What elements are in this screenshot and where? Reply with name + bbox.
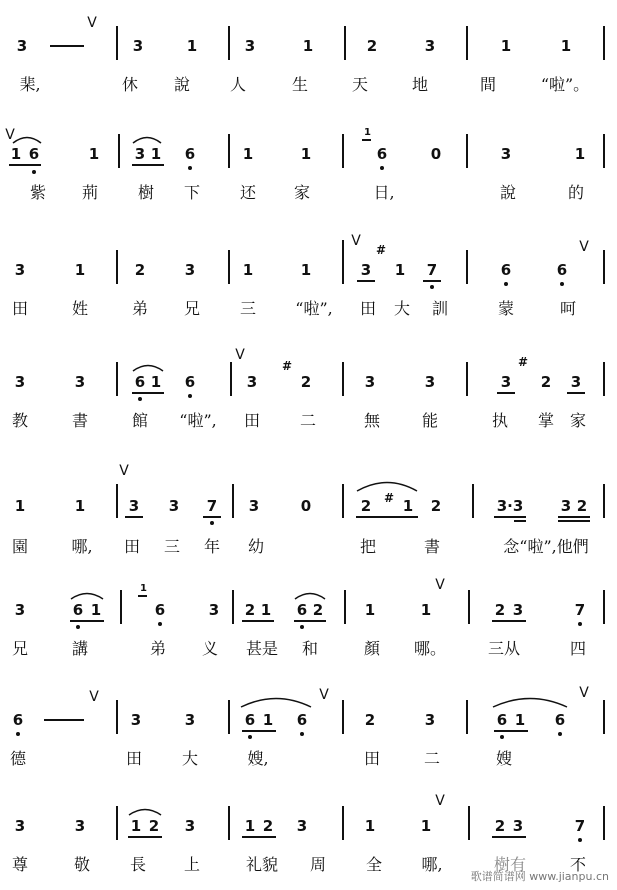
note: 1	[260, 601, 272, 619]
note: 3	[184, 817, 196, 835]
lyric: 四	[569, 639, 587, 658]
lyric: 教	[11, 411, 29, 430]
note: 3	[296, 817, 308, 835]
barline	[116, 250, 118, 284]
low-octave-dot	[16, 732, 20, 736]
barline	[344, 590, 346, 624]
note: 6	[296, 601, 308, 619]
note: 3	[184, 711, 196, 729]
note: 1	[244, 817, 256, 835]
note: 2	[148, 817, 160, 835]
barline	[603, 250, 605, 284]
note: 3·3	[496, 497, 524, 515]
lyric: 把	[359, 537, 377, 556]
underline-beam	[203, 516, 221, 518]
underline-beam	[492, 620, 526, 622]
breath-mark: V	[319, 687, 329, 703]
lyric: “啦”。	[540, 75, 590, 94]
score-system-4	[0, 340, 617, 436]
breath-mark: V	[235, 347, 245, 363]
note: 2	[494, 817, 506, 835]
lyric: 田	[363, 749, 381, 768]
note: 6	[556, 261, 568, 279]
note: 3	[424, 37, 436, 55]
lyric: 弟	[131, 299, 149, 318]
lyric: 兄	[11, 639, 29, 658]
barline	[228, 134, 230, 168]
slur	[128, 806, 162, 816]
barline	[466, 362, 468, 396]
note: 1	[74, 497, 86, 515]
dash-extension	[44, 719, 84, 721]
lyric: 三	[163, 537, 181, 556]
lyric: “啦”,	[179, 411, 217, 430]
barline	[116, 806, 118, 840]
barline	[342, 806, 344, 840]
lyric: 执	[491, 411, 509, 430]
lyric: 說	[499, 183, 517, 202]
score-system-6	[0, 568, 617, 664]
note: 0	[430, 145, 442, 163]
lyric: 人	[229, 75, 247, 94]
note: 2	[134, 261, 146, 279]
low-octave-dot	[560, 282, 564, 286]
note: 3	[184, 261, 196, 279]
underline-beam	[494, 516, 526, 518]
lyric: 天	[351, 75, 369, 94]
note: 2	[576, 497, 588, 515]
low-octave-dot	[504, 282, 508, 286]
lyric: “啦”,	[295, 299, 333, 318]
underline-beam	[128, 836, 162, 838]
score-system-3	[0, 230, 617, 326]
note: 1	[150, 373, 162, 391]
note: 2	[312, 601, 324, 619]
note: 1	[242, 145, 254, 163]
lyric: 弟	[149, 639, 167, 658]
underline-beam	[567, 392, 585, 394]
underline-beam	[423, 280, 441, 282]
barline	[228, 26, 230, 60]
note: 7	[426, 261, 438, 279]
lyric: 大	[181, 749, 199, 768]
note: 7	[574, 601, 586, 619]
lyric: 幼	[247, 537, 265, 556]
lyric: 周	[309, 855, 327, 874]
note: 1	[262, 711, 274, 729]
lyric: 講	[71, 639, 89, 658]
slur	[70, 590, 104, 600]
note: 6	[12, 711, 24, 729]
barline	[230, 362, 232, 396]
underline-beam	[242, 620, 274, 622]
note: 1	[186, 37, 198, 55]
lyric: 礼貌	[245, 855, 279, 874]
low-octave-dot	[578, 622, 582, 626]
breath-mark: V	[119, 463, 129, 479]
lyric: 还	[239, 183, 257, 202]
sharp-sign: #	[376, 243, 387, 257]
barline	[118, 134, 120, 168]
lyric: 地	[411, 75, 429, 94]
lyric: 二	[423, 749, 441, 768]
note: 6	[496, 711, 508, 729]
note: 1	[90, 601, 102, 619]
note: 2	[540, 373, 552, 391]
note: 3	[360, 261, 372, 279]
note: 3	[128, 497, 140, 515]
lyric: 書	[423, 537, 441, 556]
note: 6	[244, 711, 256, 729]
barline	[603, 362, 605, 396]
low-octave-dot	[380, 166, 384, 170]
lyric: 日,	[373, 183, 395, 202]
breath-mark: V	[5, 127, 15, 143]
dash-extension	[50, 45, 84, 47]
slur	[240, 694, 312, 708]
lyric: 哪,	[71, 537, 93, 556]
sharp-sign: #	[384, 491, 395, 505]
lyric: 年	[203, 537, 221, 556]
low-octave-dot	[578, 838, 582, 842]
lyric: 棐,	[19, 75, 41, 94]
note: 2	[262, 817, 274, 835]
barline	[232, 484, 234, 518]
note: 3	[14, 373, 26, 391]
slur	[132, 362, 164, 372]
lyric: 嫂	[495, 749, 513, 768]
low-octave-dot	[188, 394, 192, 398]
breath-mark: V	[435, 793, 445, 809]
lyric: 田	[11, 299, 29, 318]
lyric: 樹有	[493, 855, 527, 874]
note: 3	[14, 817, 26, 835]
site-watermark: 歌谱简谱网 www.jianpu.cn	[470, 870, 609, 883]
lyric: 樹	[137, 183, 155, 202]
lyric: 顏	[363, 639, 381, 658]
note: 1	[302, 37, 314, 55]
lyric: 的	[567, 183, 585, 202]
barline	[228, 806, 230, 840]
breath-mark: V	[579, 685, 589, 701]
note: 1	[300, 145, 312, 163]
grace-note: 1	[140, 583, 147, 594]
underline-beam	[558, 516, 590, 518]
lyric: 休	[121, 75, 139, 94]
underline-beam	[514, 520, 526, 522]
underline-beam	[494, 730, 528, 732]
breath-mark: V	[351, 233, 361, 249]
barline	[228, 250, 230, 284]
lyric: 甚是	[245, 639, 279, 658]
lyric: 尊	[11, 855, 29, 874]
lyric: 义	[201, 639, 219, 658]
grace-beam	[138, 595, 147, 597]
note: 3	[134, 145, 146, 163]
barline	[466, 700, 468, 734]
note: 7	[206, 497, 218, 515]
score-system-5	[0, 454, 617, 556]
lyric: 大	[393, 299, 411, 318]
note: 1	[14, 497, 26, 515]
note: 6	[500, 261, 512, 279]
lyric: 兄	[183, 299, 201, 318]
barline	[472, 484, 474, 518]
lyric: 紫	[29, 183, 47, 202]
barline	[342, 134, 344, 168]
grace-beam	[362, 139, 371, 141]
lyric: 念“啦”,他們	[503, 537, 589, 556]
underline-beam	[356, 516, 418, 518]
barline	[342, 362, 344, 396]
low-octave-dot	[300, 732, 304, 736]
low-octave-dot	[300, 625, 304, 629]
note: 2	[366, 37, 378, 55]
barline	[603, 484, 605, 518]
note: 0	[300, 497, 312, 515]
note: 1	[130, 817, 142, 835]
breath-mark: V	[435, 577, 445, 593]
lyric: 田	[125, 749, 143, 768]
barline	[603, 700, 605, 734]
note: 1	[150, 145, 162, 163]
underline-beam	[242, 836, 276, 838]
note: 2	[360, 497, 372, 515]
underline-beam	[132, 164, 164, 166]
underline-beam	[125, 516, 143, 518]
low-octave-dot	[138, 397, 142, 401]
barline	[116, 484, 118, 518]
barline	[344, 26, 346, 60]
note: 1	[560, 37, 572, 55]
note: 2	[364, 711, 376, 729]
sharp-sign: #	[518, 355, 529, 369]
breath-mark: V	[89, 689, 99, 705]
underline-beam	[294, 620, 326, 622]
underline-beam	[9, 164, 41, 166]
low-octave-dot	[558, 732, 562, 736]
note: 3	[244, 37, 256, 55]
slur	[356, 478, 418, 492]
lyric: 園	[11, 537, 29, 556]
note: 6	[554, 711, 566, 729]
lyric: 嫂,	[247, 749, 269, 768]
note: 3	[500, 373, 512, 391]
lyric: 姓	[71, 299, 89, 318]
barline	[116, 362, 118, 396]
underline-beam	[497, 392, 515, 394]
lyric: 下	[183, 183, 201, 202]
note: 3	[208, 601, 220, 619]
note: 3	[512, 601, 524, 619]
lyric: 掌	[537, 411, 555, 430]
underline-beam	[492, 836, 526, 838]
note: 2	[430, 497, 442, 515]
lyric: 三	[239, 299, 257, 318]
note: 3	[14, 601, 26, 619]
barline	[232, 590, 234, 624]
note: 1	[402, 497, 414, 515]
barline	[120, 590, 122, 624]
lyric: 訓	[431, 299, 449, 318]
note: 3	[130, 711, 142, 729]
lyric: 家	[569, 411, 587, 430]
barline	[228, 700, 230, 734]
lyric: 二	[299, 411, 317, 430]
grace-note: 1	[364, 127, 371, 138]
barline	[116, 700, 118, 734]
score-system-1	[0, 12, 617, 108]
note: 3	[364, 373, 376, 391]
barline	[466, 250, 468, 284]
slur	[132, 134, 162, 144]
note: 3	[132, 37, 144, 55]
underline-beam	[558, 520, 590, 522]
lyric: 能	[421, 411, 439, 430]
note: 2	[494, 601, 506, 619]
barline	[603, 590, 605, 624]
sharp-sign: #	[282, 359, 293, 373]
barline	[342, 240, 344, 284]
lyric: 田	[359, 299, 377, 318]
barline	[468, 806, 470, 840]
barline	[603, 806, 605, 840]
underline-beam	[357, 280, 375, 282]
note: 3	[512, 817, 524, 835]
note: 3	[248, 497, 260, 515]
low-octave-dot	[248, 735, 252, 739]
lyric: 家	[293, 183, 311, 202]
note: 3	[570, 373, 582, 391]
note: 6	[28, 145, 40, 163]
note: 2	[300, 373, 312, 391]
note: 6	[296, 711, 308, 729]
lyric: 荊	[81, 183, 99, 202]
note: 3	[500, 145, 512, 163]
note: 6	[154, 601, 166, 619]
lyric: 田	[123, 537, 141, 556]
note: 1	[242, 261, 254, 279]
note: 1	[88, 145, 100, 163]
note: 3	[424, 711, 436, 729]
note: 6	[184, 145, 196, 163]
lyric: 呵	[559, 299, 577, 318]
note: 7	[574, 817, 586, 835]
lyric: 館	[131, 411, 149, 430]
note: 3	[560, 497, 572, 515]
note: 3	[424, 373, 436, 391]
score-system-7	[0, 682, 617, 778]
lyric: 德	[9, 749, 27, 768]
underline-beam	[242, 730, 276, 732]
note: 1	[574, 145, 586, 163]
lyric: 上	[183, 855, 201, 874]
note: 3	[14, 261, 26, 279]
low-octave-dot	[32, 170, 36, 174]
note: 3	[74, 373, 86, 391]
lyric: 蒙	[497, 299, 515, 318]
lyric: 田	[243, 411, 261, 430]
low-octave-dot	[210, 521, 214, 525]
slur	[492, 694, 568, 708]
lyric: 和	[301, 639, 319, 658]
low-octave-dot	[188, 166, 192, 170]
low-octave-dot	[76, 625, 80, 629]
underline-beam	[70, 620, 104, 622]
lyric: 間	[479, 75, 497, 94]
lyric: 書	[71, 411, 89, 430]
note: 1	[300, 261, 312, 279]
note: 6	[134, 373, 146, 391]
note: 1	[420, 817, 432, 835]
barline	[116, 26, 118, 60]
barline	[466, 26, 468, 60]
lyric: 全	[365, 855, 383, 874]
note: 3	[168, 497, 180, 515]
note: 1	[74, 261, 86, 279]
lyric: 三从	[487, 639, 521, 658]
slur	[12, 134, 42, 144]
slur	[294, 590, 326, 600]
note: 6	[184, 373, 196, 391]
barline	[342, 700, 344, 734]
low-octave-dot	[158, 622, 162, 626]
note: 1	[10, 145, 22, 163]
note: 3	[246, 373, 258, 391]
barline	[603, 26, 605, 60]
lyric: 說	[173, 75, 191, 94]
barline	[466, 134, 468, 168]
breath-mark: V	[87, 15, 97, 31]
note: 1	[514, 711, 526, 729]
note: 1	[420, 601, 432, 619]
low-octave-dot	[500, 735, 504, 739]
note: 1	[500, 37, 512, 55]
note: 3	[16, 37, 28, 55]
note: 6	[72, 601, 84, 619]
low-octave-dot	[430, 285, 434, 289]
note: 6	[376, 145, 388, 163]
note: 1	[364, 817, 376, 835]
lyric: 哪,	[421, 855, 443, 874]
score-system-2	[0, 120, 617, 216]
note: 3	[74, 817, 86, 835]
note: 1	[364, 601, 376, 619]
barline	[468, 590, 470, 624]
breath-mark: V	[579, 239, 589, 255]
underline-beam	[132, 392, 164, 394]
lyric: 敬	[73, 855, 91, 874]
lyric: 哪。	[413, 639, 447, 658]
lyric: 無	[363, 411, 381, 430]
note: 1	[394, 261, 406, 279]
barline	[342, 484, 344, 518]
barline	[603, 134, 605, 168]
lyric: 長	[129, 855, 147, 874]
lyric: 不	[569, 855, 587, 874]
lyric: 生	[291, 75, 309, 94]
note: 2	[244, 601, 256, 619]
